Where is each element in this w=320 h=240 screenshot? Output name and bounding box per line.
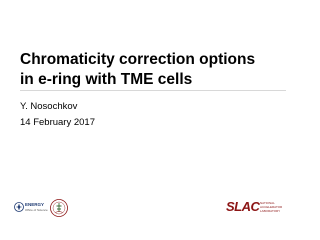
slac-logo — [226, 199, 288, 217]
doe-logo — [14, 200, 46, 216]
author-name: Y. Nosochkov — [20, 101, 78, 112]
doe-logo-text: ENERGY — [25, 202, 45, 207]
slide-title-line-1: Chromaticity correction options — [20, 51, 256, 68]
slac-logo-sub-line-1: NATIONAL — [260, 201, 275, 205]
slide-title-line-2: in e-ring with TME cells — [20, 71, 193, 88]
slac-logo-sub-line-2: ACCELERATOR — [260, 205, 283, 209]
slide-title — [20, 50, 290, 90]
doe-seal-icon — [14, 202, 24, 212]
presentation-date: 14 February 2017 — [20, 117, 95, 128]
doe-logo-subtext: Office of Science — [25, 208, 48, 212]
slac-logo-text: SLAC — [226, 199, 260, 214]
title-divider — [20, 90, 286, 91]
slac-logo-subtext — [260, 201, 282, 213]
stanford-seal-logo — [50, 198, 68, 218]
stanford-seal-icon — [50, 198, 68, 218]
slac-logo-sub-line-3: LABORATORY — [260, 209, 281, 213]
